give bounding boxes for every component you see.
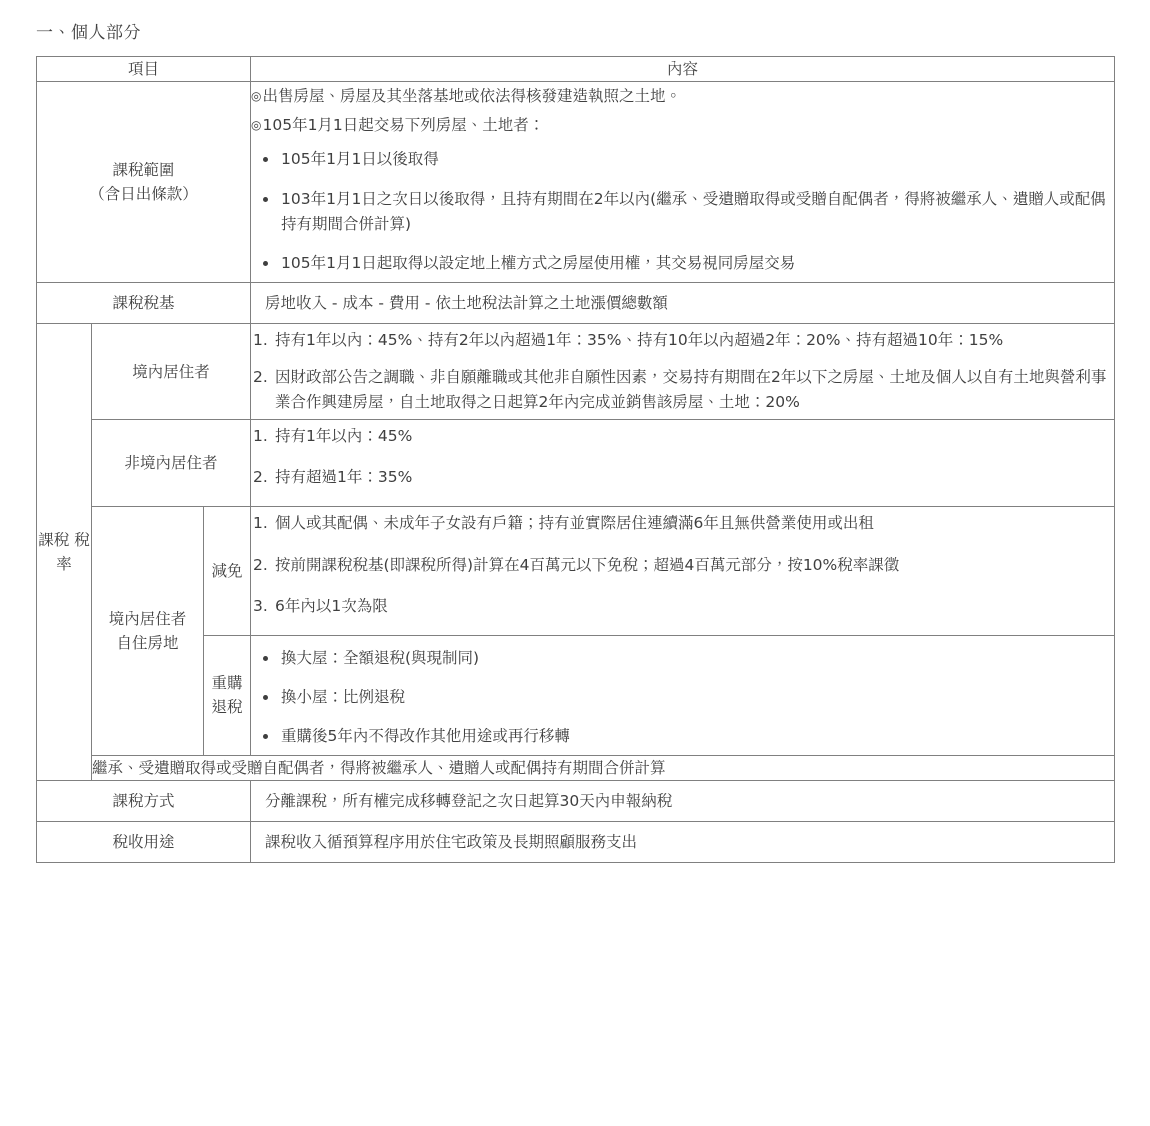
list-item: 105年1月1日起取得以設定地上權方式之房屋使用權，其交易視同房屋交易 — [277, 251, 1114, 276]
row-label-tax-base: 課稅稅基 — [37, 282, 251, 323]
scope-intro-2: ◎105年1月1日起交易下列房屋、土地者： — [251, 115, 545, 134]
list-item: 持有超過1年：35% — [275, 468, 413, 487]
list-item: 持有1年以內：45% — [275, 427, 413, 446]
row-label-repurchase — [204, 635, 251, 755]
list-item: 換小屋：比例退稅 — [277, 685, 1114, 710]
table-header-row — [37, 56, 1115, 81]
row-label-non-resident: 非境內居住者 — [92, 420, 251, 507]
row-content-footnote: 繼承、受遺贈取得或受贈自配偶者，得將被繼承人、遺贈人或配偶持有期間合併計算 — [92, 756, 1115, 781]
list-item: 103年1月1日之次日以後取得，且持有期間在2年以內(繼承、受遺贈取得或受贈自配偶者，得將被繼承人、遺贈人或配偶持有期間合併計算) — [277, 187, 1114, 237]
section-heading: 一、個人部分 — [36, 23, 141, 43]
row-label-tax-rate — [37, 323, 92, 780]
row-content-tax-method: 分離課稅，所有權完成移轉登記之次日起算30天內申報納稅 — [251, 781, 1115, 822]
row-label-resident: 境內居住者 — [92, 323, 251, 419]
self-use-label-line2: 自住房地 — [116, 634, 179, 653]
row-content-reduction — [251, 507, 1115, 635]
scope-bullet-list — [251, 147, 1114, 275]
row-content-non-resident — [251, 420, 1115, 507]
row-label-tax-usage: 稅收用途 — [37, 822, 251, 863]
list-item: 105年1月1日以後取得 — [277, 147, 1114, 172]
table-row-tax-base — [37, 282, 1115, 323]
repurchase-label-line2: 退稅 — [211, 698, 243, 717]
list-item: 持有1年以內：45%、持有2年以內超過1年：35%、持有10年以內超過2年：20%、持有超過10年：15% — [275, 330, 1004, 349]
table-row-resident — [37, 323, 1115, 419]
header-item: 項目 — [37, 56, 251, 81]
reduction-ordered-list — [251, 511, 1114, 618]
repurchase-label-line1: 重購 — [211, 674, 243, 693]
row-content-tax-base: 房地收入 - 成本 - 費用 - 依土地稅法計算之土地漲價總數額 — [251, 282, 1115, 323]
scope-intro-1: ◎出售房屋、房屋及其坐落基地或依法得核發建造執照之土地。 — [251, 86, 681, 105]
table-row-scope — [37, 81, 1115, 282]
scope-label-line2: （含日出條款） — [89, 184, 198, 203]
table-row-non-resident — [37, 420, 1115, 507]
table-row-self-use-reduction — [37, 507, 1115, 635]
list-item: 6年內以1次為限 — [275, 596, 388, 615]
table-row-tax-usage — [37, 822, 1115, 863]
list-item: 按前開課稅稅基(即課稅所得)計算在4百萬元以下免稅；超過4百萬元部分，按10%稅率課徵 — [275, 555, 900, 574]
row-content-repurchase — [251, 635, 1115, 755]
personal-tax-table — [36, 56, 1115, 863]
tax-rate-label-line2: 稅率 — [56, 530, 90, 573]
row-label-scope — [37, 81, 251, 282]
table-row-tax-method — [37, 781, 1115, 822]
list-item: 個人或其配偶、未成年子女設有戶籍；持有並實際居住連續滿6年且無供營業使用或出租 — [275, 514, 874, 533]
row-content-scope — [251, 81, 1115, 282]
row-content-tax-usage: 課稅收入循預算程序用於住宅政策及長期照顧服務支出 — [251, 822, 1115, 863]
self-use-label-line1: 境內居住者 — [108, 610, 187, 629]
row-label-reduction: 減免 — [204, 507, 251, 635]
repurchase-bullet-list — [251, 646, 1114, 749]
header-content: 內容 — [251, 56, 1115, 81]
tax-rate-label-line1: 課稅 — [38, 530, 70, 549]
bullet-mark-icon: ◎ — [251, 117, 262, 132]
list-item: 換大屋：全額退稅(與現制同) — [277, 646, 1114, 671]
non-resident-ordered-list — [251, 424, 1114, 490]
table-row-footnote — [37, 756, 1115, 781]
row-content-resident — [251, 323, 1115, 419]
list-item: 因財政部公告之調職、非自願離職或其他非自願性因素，交易持有期間在2年以下之房屋、土地及個人以自有土地與營利事業合作興建房屋，自土地取得之日起算2年內完成並銷售該房屋、土地：20% — [275, 367, 1107, 412]
row-label-tax-method: 課稅方式 — [37, 781, 251, 822]
bullet-mark-icon: ◎ — [251, 88, 262, 103]
document-page — [0, 22, 1150, 863]
resident-ordered-list — [251, 328, 1114, 415]
row-label-self-use — [92, 507, 204, 756]
list-item: 重購後5年內不得改作其他用途或再行移轉 — [277, 724, 1114, 749]
scope-label-line1: 課稅範圍 — [112, 160, 175, 179]
